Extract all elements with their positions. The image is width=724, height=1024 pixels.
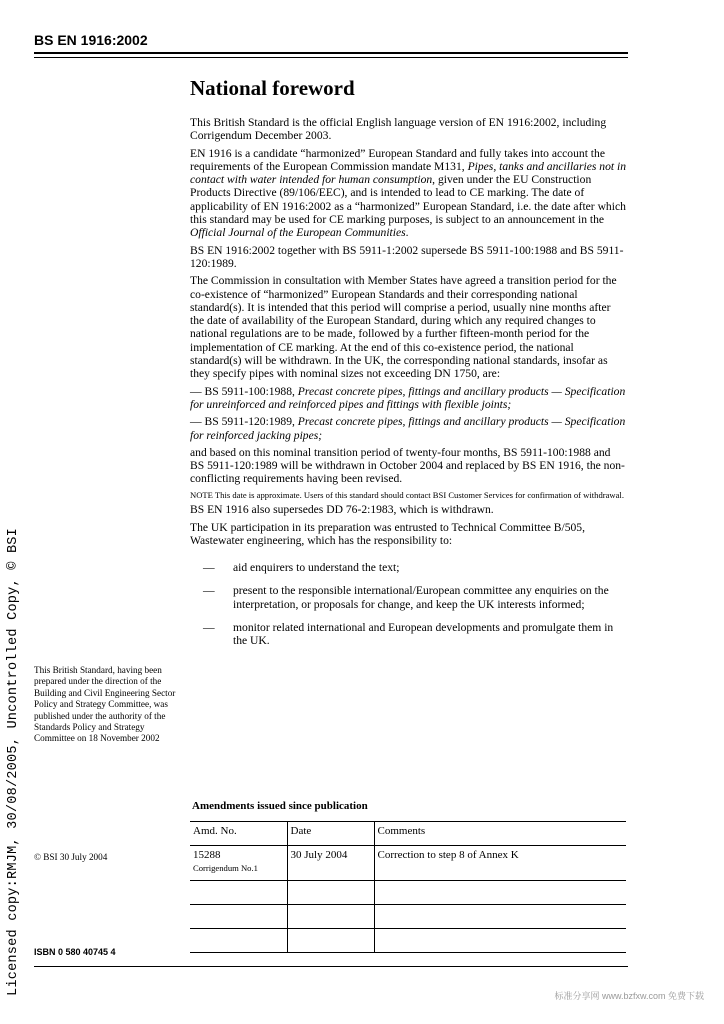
column-header: Comments bbox=[374, 822, 626, 846]
table-row bbox=[190, 929, 626, 953]
header-rule bbox=[34, 52, 628, 54]
responsibility-list bbox=[190, 561, 626, 647]
document-code: BS EN 1916:2002 bbox=[34, 32, 148, 48]
column-header: Date bbox=[287, 822, 374, 846]
note: NOTE This date is approximate. Users of this standard should contact BSI Customer Services for confirmation of withdrawal. bbox=[190, 489, 624, 500]
table-row bbox=[190, 881, 626, 905]
paragraph-1: This British Standard is the official English language version of EN 1916:2002, including Corrigendum December 2003. bbox=[190, 116, 607, 143]
table-header-row bbox=[190, 822, 626, 846]
table-cell: 15288 Corrigendum No.1 bbox=[190, 846, 287, 881]
standard-item-2: — BS 5911-120:1989, Precast concrete pipes, fittings and ancillary products — Specification for reinforced jacking pipes; bbox=[190, 415, 626, 442]
foreword-body bbox=[190, 116, 626, 658]
footer-rule bbox=[34, 966, 628, 967]
table-cell: Correction to step 8 of Annex K bbox=[374, 846, 626, 881]
dash-bullet: — bbox=[203, 584, 215, 598]
paragraph-2: EN 1916 is a candidate “harmonized” European Standard and fully takes into account the requirements of the European Commission mandate M131, Pipes, tanks and ancillaries not in contact with water intended for human consumption, given under the EU Construction Products Directive (89/106/EEC), and is intended to lead to CE marking. The date of applicability of EN 1916:2002 as a “harmonized” European Standard, i.e. the date after which this standard may be used for CE marking purposes, is subject to an announcement in the Official Journal of the European Communities. bbox=[190, 146, 626, 240]
paragraph-3: BS EN 1916:2002 together with BS 5911-1:2002 supersede BS 5911-100:1988 and BS 5911-120:1989. bbox=[190, 243, 624, 270]
isbn: ISBN 0 580 40745 4 bbox=[34, 947, 116, 957]
license-stamp: Licensed copy:RMJM, 30/08/2005, Uncontrolled Copy, © BSI bbox=[6, 527, 21, 996]
table-row bbox=[190, 846, 626, 881]
paragraph-6: BS EN 1916 also supersedes DD 76-2:1983, which is withdrawn. bbox=[190, 503, 494, 517]
dash-bullet: — bbox=[203, 621, 215, 634]
table-row bbox=[190, 905, 626, 929]
amendments-title: Amendments issued since publication bbox=[192, 800, 368, 812]
approval-statement: This British Standard, having been prepared under the direction of the Building and Civil Engineering Sector Policy and Strategy Committee, was published under the authority of the Standards Policy and Strategy Committee on 18 November 2002 bbox=[34, 665, 176, 744]
standard-item-1: — BS 5911-100:1988, Precast concrete pipes, fittings and ancillary products — Specification for unreinforced and reinforced pipes and fittings with flexible joints; bbox=[190, 384, 626, 411]
paragraph-4: The Commission in consultation with Member States have agreed a transition period for the co-existence of “harmonized” European Standards and their corresponding national standard(s). It is intended that this period will comprise a period, usually nine months after the date of availability of the European Standard, during which any required changes to national regulations are to be made, followed by a further fifteen-month period for the implementation of CE marking. At the end of this co-existence period, the national standard(s) will be withdrawn. In the UK, the corresponding national standards, insofar as they specify pipes with nominal sizes not exceeding DN 1750, are: bbox=[190, 274, 617, 381]
table-cell: 30 July 2004 bbox=[287, 846, 374, 881]
list-item: — present to the responsible international/European committee any enquiries on the interpretation, or proposals for change, and keep the UK interests informed; bbox=[190, 584, 626, 611]
list-item: — aid enquirers to understand the text; bbox=[190, 561, 626, 574]
paragraph-7: The UK participation in its preparation was entrusted to Technical Committee B/505, Wastewater engineering, which has the responsibility to: bbox=[190, 520, 585, 547]
paragraph-5: and based on this nominal transition period of twenty-four months, BS 5911-100:1988 and BS 5911-120:1989 will be withdrawn in October 2004 and replaced by BS EN 1916, the non-conflicting requirements having been revised. bbox=[190, 445, 625, 486]
site-watermark: 标准分享网 www.bzfxw.com 免费下载 bbox=[554, 991, 704, 1001]
page-title: National foreword bbox=[190, 76, 355, 100]
dash-bullet: — bbox=[203, 561, 215, 575]
list-item: — monitor related international and European developments and promulgate them in the UK. bbox=[190, 621, 626, 648]
amendments-table bbox=[190, 821, 626, 953]
header-rule-thin bbox=[34, 57, 628, 58]
column-header: Amd. No. bbox=[190, 822, 287, 846]
copyright-notice: © BSI 30 July 2004 bbox=[34, 852, 108, 862]
